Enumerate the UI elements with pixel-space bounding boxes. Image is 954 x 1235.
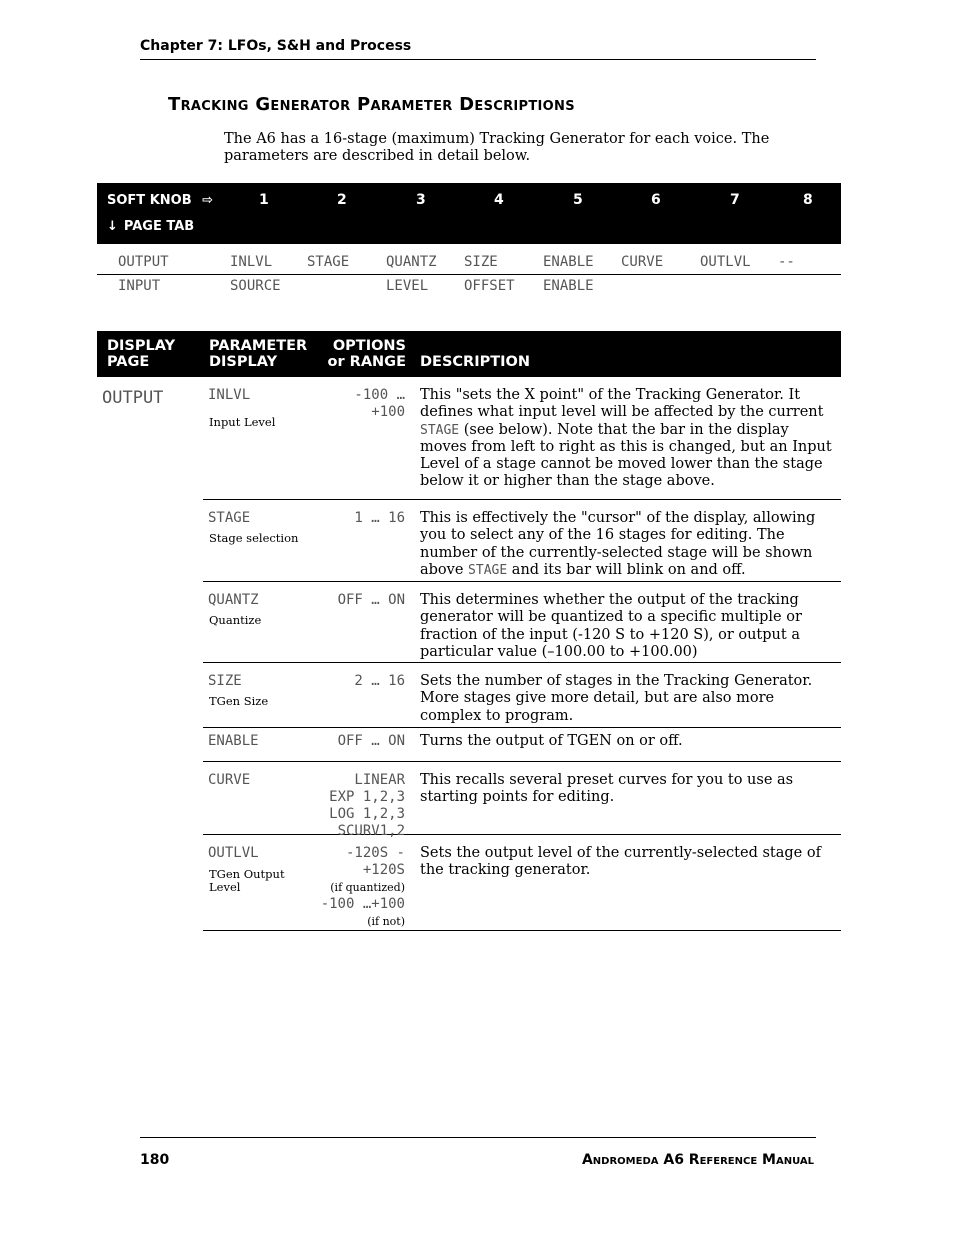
header-description: DESCRIPTION: [420, 354, 530, 370]
knob-cell: OUTLVL: [700, 254, 751, 270]
param-row-quantz: [203, 582, 841, 663]
knob-cell: SOURCE: [230, 278, 281, 294]
param-name: ENABLE: [208, 733, 259, 749]
knob-number: 1: [259, 192, 269, 208]
param-table-header: [97, 331, 841, 377]
param-name: CURVE: [208, 772, 251, 788]
knob-number: 6: [651, 192, 661, 208]
param-description: This is effectively the "cursor" of the display, allowing you to select any of the 16 stages for editing. The number of the currently-selected stage will be shown above STAGE and its bar will blink on and off.: [420, 510, 816, 578]
knob-cell: CURVE: [621, 254, 664, 270]
page-number: 180: [140, 1152, 170, 1168]
section-title: Tracking Generator Parameter Descriptions: [168, 94, 575, 115]
param-subtitle: Input Level: [209, 415, 276, 429]
knob-cell: ENABLE: [543, 254, 594, 270]
header-parameter-display: PARAMETER DISPLAY: [209, 338, 308, 370]
intro-paragraph: The A6 has a 16-stage (maximum) Tracking Generator for each voice. The parameters are described in detail below.: [224, 131, 770, 164]
param-description: Sets the output level of the currently-selected stage of the tracking generator.: [420, 845, 821, 879]
knob-cell: ENABLE: [543, 278, 594, 294]
knob-number: 3: [416, 192, 426, 208]
knob-cell: INPUT: [118, 278, 161, 294]
header-display-page: DISPLAY PAGE: [107, 338, 176, 370]
display-page-output: OUTPUT: [102, 388, 164, 408]
header-rule: [140, 59, 816, 60]
soft-knob-label: SOFT KNOB ⇨: [107, 193, 214, 208]
param-options: OFF … ON: [337, 592, 405, 608]
chapter-header: Chapter 7: LFOs, S&H and Process: [140, 38, 412, 54]
knob-number: 5: [573, 192, 583, 208]
param-options: -100 … +100: [354, 387, 405, 420]
param-row-inlvl: [203, 377, 841, 500]
knob-row-output: [97, 250, 841, 275]
knob-number: 7: [730, 192, 740, 208]
param-subtitle: TGen Size: [209, 694, 269, 708]
param-name: STAGE: [208, 510, 251, 526]
param-description: Turns the output of TGEN on or off.: [420, 733, 683, 749]
knob-table-header: [97, 183, 841, 244]
knob-cell: LEVEL: [386, 278, 429, 294]
param-options: 1 … 16: [354, 510, 405, 526]
knob-cell: --: [778, 254, 795, 270]
knob-cell: SIZE: [464, 254, 498, 270]
right-arrow-icon: ⇨: [202, 193, 214, 208]
param-description: Sets the number of stages in the Tracking Generator. More stages give more detail, but are also more complex to program.: [420, 673, 813, 724]
knob-cell: INLVL: [230, 254, 273, 270]
header-options-range: OPTIONS or RANGE: [327, 338, 406, 370]
param-subtitle: Quantize: [209, 613, 262, 627]
param-name: INLVL: [208, 387, 251, 403]
param-options: -120S - +120S (if quantized) -100 …+100 (if not): [320, 845, 405, 928]
param-description: This "sets the X point" of the Tracking Generator. It defines what input level will be affected by the current STAGE (see below). Note that the bar in the display moves from left to right as this is changed, but an Input Level of a stage cannot be moved lower than the stage below it or higher than the stage above.: [420, 387, 832, 490]
footer-rule: [140, 1137, 816, 1138]
param-subtitle: TGen Output Level: [209, 867, 285, 894]
knob-cell: OFFSET: [464, 278, 515, 294]
param-options: LINEAR EXP 1,2,3 LOG 1,2,3 SCURV1,2: [329, 772, 405, 839]
down-arrow-icon: ↓: [107, 219, 118, 234]
knob-row-input: [97, 274, 841, 298]
manual-title: Andromeda A6 Reference Manual: [581, 1152, 814, 1168]
param-name: QUANTZ: [208, 592, 259, 608]
param-description: This recalls several preset curves for you to use as starting points for editing.: [420, 772, 794, 806]
knob-number: 4: [494, 192, 504, 208]
page-tab-label: ↓ PAGE TAB: [107, 219, 195, 234]
param-row-stage: [203, 500, 841, 582]
param-options: OFF … ON: [337, 733, 405, 749]
param-subtitle: Stage selection: [209, 531, 299, 545]
knob-cell: OUTPUT: [118, 254, 169, 270]
knob-cell: STAGE: [307, 254, 350, 270]
param-description: This determines whether the output of the tracking generator will be quantized to a specific multiple or fraction of the input (-120 S to +120 S), or output a particular value (–100.00 to +100.00): [420, 592, 802, 660]
param-options: 2 … 16: [354, 673, 405, 689]
knob-number: 2: [337, 192, 347, 208]
param-name: SIZE: [208, 673, 242, 689]
param-row-outlvl: [203, 835, 841, 931]
param-row-curve: [203, 762, 841, 839]
knob-cell: QUANTZ: [386, 254, 437, 270]
knob-number: 8: [803, 192, 813, 208]
param-name: OUTLVL: [208, 845, 259, 861]
param-row-enable: [203, 728, 841, 762]
param-row-size: [203, 663, 841, 728]
